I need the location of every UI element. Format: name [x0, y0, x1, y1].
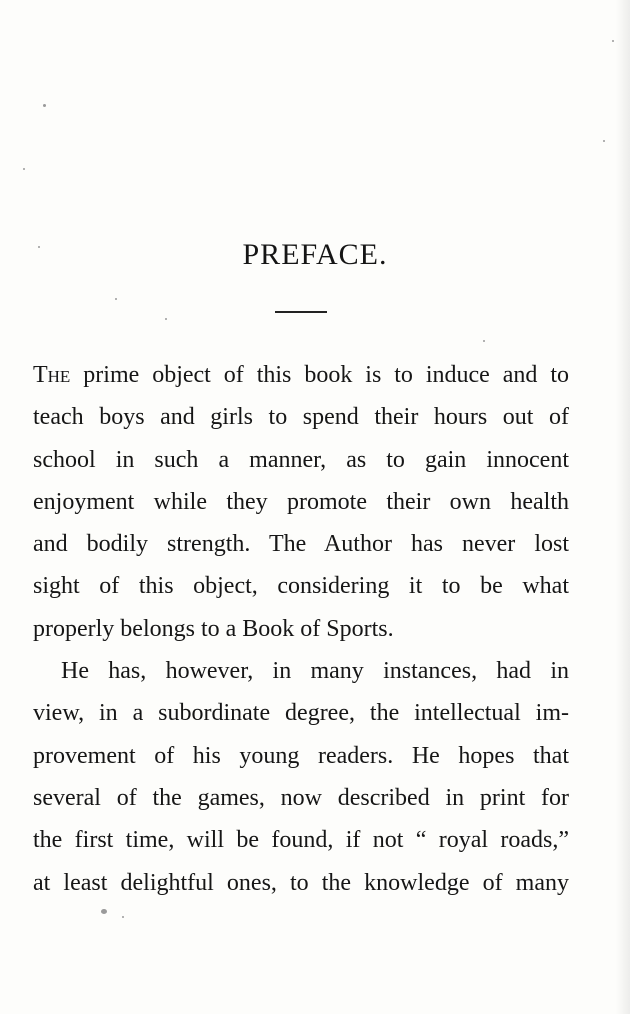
scan-speck — [612, 40, 614, 42]
preface-text — [33, 354, 569, 904]
text-line: at least delightful ones, to the knowledge of many — [33, 869, 569, 896]
text-line: view, in a subordinate degree, the intellectual im- — [33, 700, 569, 727]
text-line: The prime object of this book is to induce and to — [33, 362, 570, 388]
text-line: several of the games, now described in print for — [33, 784, 569, 811]
scan-speck — [101, 909, 107, 914]
lead-word: The — [33, 362, 71, 388]
text-line: and bodily strength. The Author has never lost — [33, 531, 569, 558]
title-divider — [275, 311, 327, 313]
text-line: school in such a manner, as to gain innocent — [33, 446, 569, 473]
scan-speck — [38, 246, 40, 248]
scan-speck — [603, 140, 605, 142]
text-line: properly belongs to a Book of Sports. — [33, 615, 394, 642]
text-line: He has, however, in many instances, had in — [61, 658, 569, 685]
text-line: enjoyment while they promote their own health — [33, 488, 569, 515]
page-title: PREFACE. — [242, 238, 388, 271]
scan-speck — [483, 340, 485, 342]
scan-speck — [115, 298, 117, 300]
text-line: the first time, will be found, if not “ royal roads,” — [33, 827, 569, 854]
scan-speck — [43, 104, 46, 107]
scan-speck — [23, 168, 25, 170]
scan-speck — [122, 916, 124, 918]
text-line: sight of this object, considering it to be what — [33, 573, 569, 600]
scan-speck — [165, 318, 167, 320]
page-edge-shadow — [616, 0, 630, 1014]
text-line: teach boys and girls to spend their hours out of — [33, 404, 569, 431]
text-line: provement of his young readers. He hopes that — [33, 742, 569, 769]
